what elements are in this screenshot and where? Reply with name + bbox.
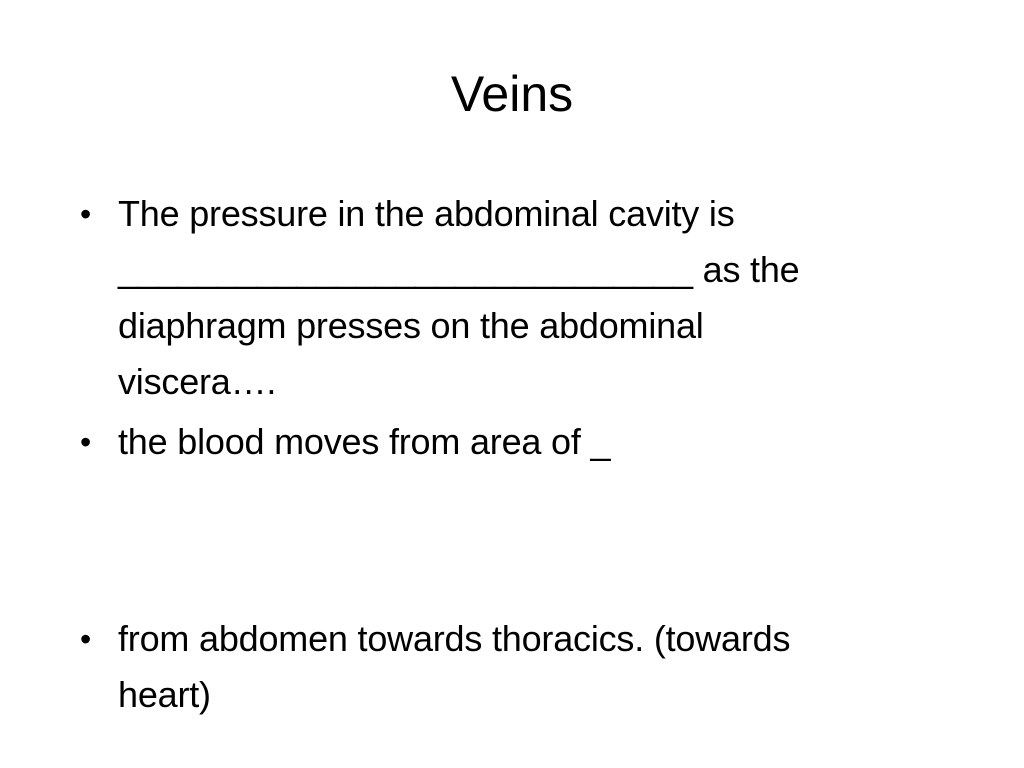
bullet-text: the blood moves from area of _ [118, 421, 611, 462]
bullet-item [80, 414, 930, 470]
bullet-text: The pressure in the abdominal cavity is _____________________________ as the diaphragm presses on the abdominal viscera…. [118, 193, 800, 402]
bullet-icon: • [80, 196, 92, 232]
bullet-text: from abdomen towards thoracics. (towards heart) [118, 618, 791, 715]
slide-title: Veins [450, 66, 574, 122]
bullet-icon: • [80, 424, 92, 460]
bullet-item [80, 186, 930, 410]
bullet-icon: • [80, 621, 92, 657]
bullet-item [80, 611, 930, 723]
